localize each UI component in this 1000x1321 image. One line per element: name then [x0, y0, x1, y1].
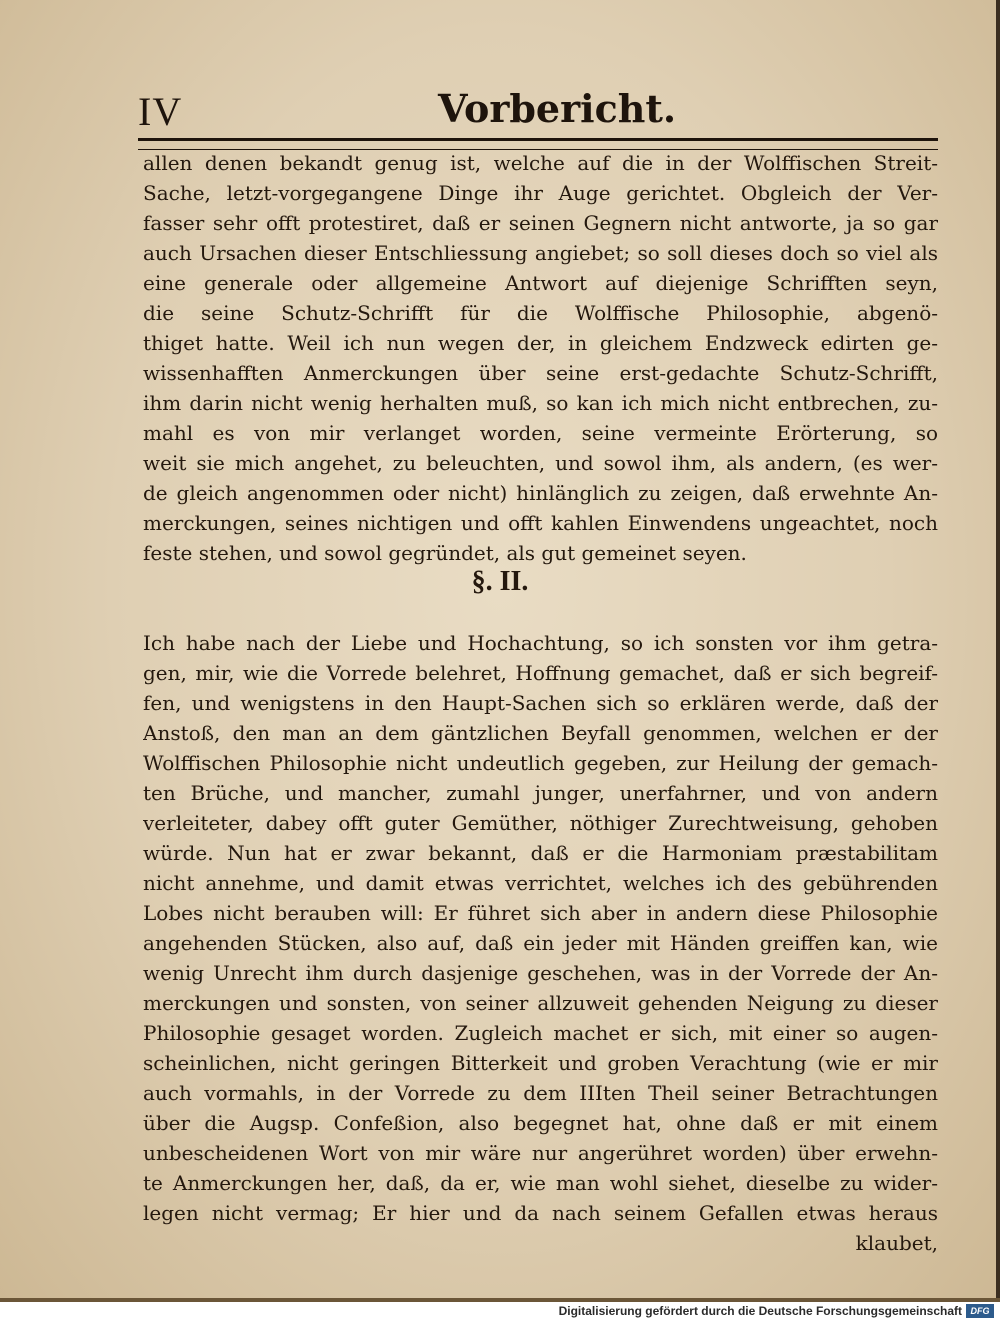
text-line: gen, mir, wie die Vorrede belehret, Hoffnung gemachet, daß er sich begreif-	[143, 661, 938, 685]
text-line: weit sie mich angehet, zu beleuchten, und sowol ihm, als andern, (es wer-	[143, 451, 938, 475]
text-line: legen nicht vermag; Er hier und da nach seinem Gefallen etwas heraus	[143, 1201, 938, 1225]
page-number: IV	[138, 89, 183, 134]
text-line: ten Brüche, und mancher, zumahl junger, unerfahrner, und von andern	[143, 781, 938, 805]
text-line: fen, und wenigstens in den Haupt-Sachen sich so erklären werde, daß der	[143, 691, 938, 715]
text-line: Anstoß, den man an dem gäntzlichen Beyfall genommen, welchen er der	[143, 721, 938, 745]
text-line: mahl es von mir verlanget worden, seine vermeinte Erörterung, so	[143, 421, 938, 445]
text-line: thiget hatte. Weil ich nun wegen der, in gleichem Endzweck edirten ge-	[143, 331, 938, 355]
section-heading: §. II.	[471, 566, 529, 597]
text-line: merckungen, seines nichtigen und offt kahlen Einwendens ungeachtet, noch	[143, 511, 938, 535]
text-line: auch vormahls, in der Vorrede zu dem IIIten Theil seiner Betrachtungen	[143, 1081, 938, 1105]
text-line: Lobes nicht berauben will: Er führet sich aber in andern diese Philosophie	[143, 901, 938, 925]
text-line: merckungen und sonsten, von seiner allzuweit gehenden Neigung zu dieser	[143, 991, 938, 1015]
running-title: Vorbericht.	[438, 86, 677, 131]
text-line: eine generale oder allgemeine Antwort auf diejenige Schrifften seyn,	[143, 271, 938, 295]
catchword: klaubet,	[855, 1231, 938, 1255]
text-line: unbescheidenen Wort von mir wäre nur angerühret worden) über erwehn-	[143, 1141, 938, 1165]
text-line: Wolffischen Philosophie nicht undeutlich gegeben, zur Heilung der gemach-	[143, 751, 938, 775]
text-line: scheinlichen, nicht geringen Bitterkeit und groben Verachtung (wie er mir	[143, 1051, 938, 1075]
text-line: fasser sehr offt protestiret, daß er seinen Gegnern nicht antworte, ja so gar	[143, 211, 938, 235]
footer-credit: Digitalisierung gefördert durch die Deutsche Forschungsgemeinschaft	[558, 1304, 962, 1318]
paragraph-1	[143, 148, 938, 568]
text-line: die seine Schutz-Schrifft für die Wolffische Philosophie, abgenö-	[143, 301, 938, 325]
text-line: wissenhafften Anmerckungen über seine erst-gedachte Schutz-Schrifft,	[143, 361, 938, 385]
text-line: verleiteter, dabey offt guter Gemüther, nöthiger Zurechtweisung, gehoben	[143, 811, 938, 835]
text-line: Philosophie gesaget worden. Zugleich machet er sich, mit einer so augen-	[143, 1021, 938, 1045]
text-line: angehenden Stücken, also auf, daß ein jeder mit Händen greiffen kan, wie	[143, 931, 938, 955]
text-line: de gleich angenommen oder nicht) hinlänglich zu zeigen, daß erwehnte An-	[143, 481, 938, 505]
text-line: te Anmerckungen her, daß, da er, wie man wohl siehet, dieselbe zu wider-	[143, 1171, 938, 1195]
page-edge-shadow	[996, 0, 1000, 1302]
digitization-footer	[0, 1302, 1000, 1321]
text-line: würde. Nun hat er zwar bekannt, daß er die Harmoniam præstabilitam	[143, 841, 938, 865]
text-line: wenig Unrecht ihm durch dasjenige geschehen, was in der Vorrede der An-	[143, 961, 938, 985]
dfg-logo-icon: DFG	[966, 1304, 994, 1318]
text-line: feste stehen, und sowol gegründet, als gut gemeinet seyen.	[143, 541, 747, 565]
text-line: Ich habe nach der Liebe und Hochachtung, so ich sonsten vor ihm getra-	[143, 631, 938, 655]
text-line: Sache, letzt-vorgegangene Dinge ihr Auge gerichtet. Obgleich der Ver-	[143, 181, 938, 205]
text-line: über die Augsp. Confeßion, also begegnet hat, ohne daß er mit einem	[143, 1111, 938, 1135]
text-line: nicht annehme, und damit etwas verrichtet, welches ich des gebührenden	[143, 871, 938, 895]
paragraph-2	[143, 628, 938, 1258]
text-line: allen denen bekandt genug ist, welche auf die in der Wolffischen Streit-	[143, 151, 938, 175]
text-line: auch Ursachen dieser Entschliessung angiebet; so soll dieses doch so viel als	[143, 241, 938, 265]
text-line: ihm darin nicht wenig herhalten muß, so kan ich mich nicht entbrechen, zu-	[143, 391, 938, 415]
